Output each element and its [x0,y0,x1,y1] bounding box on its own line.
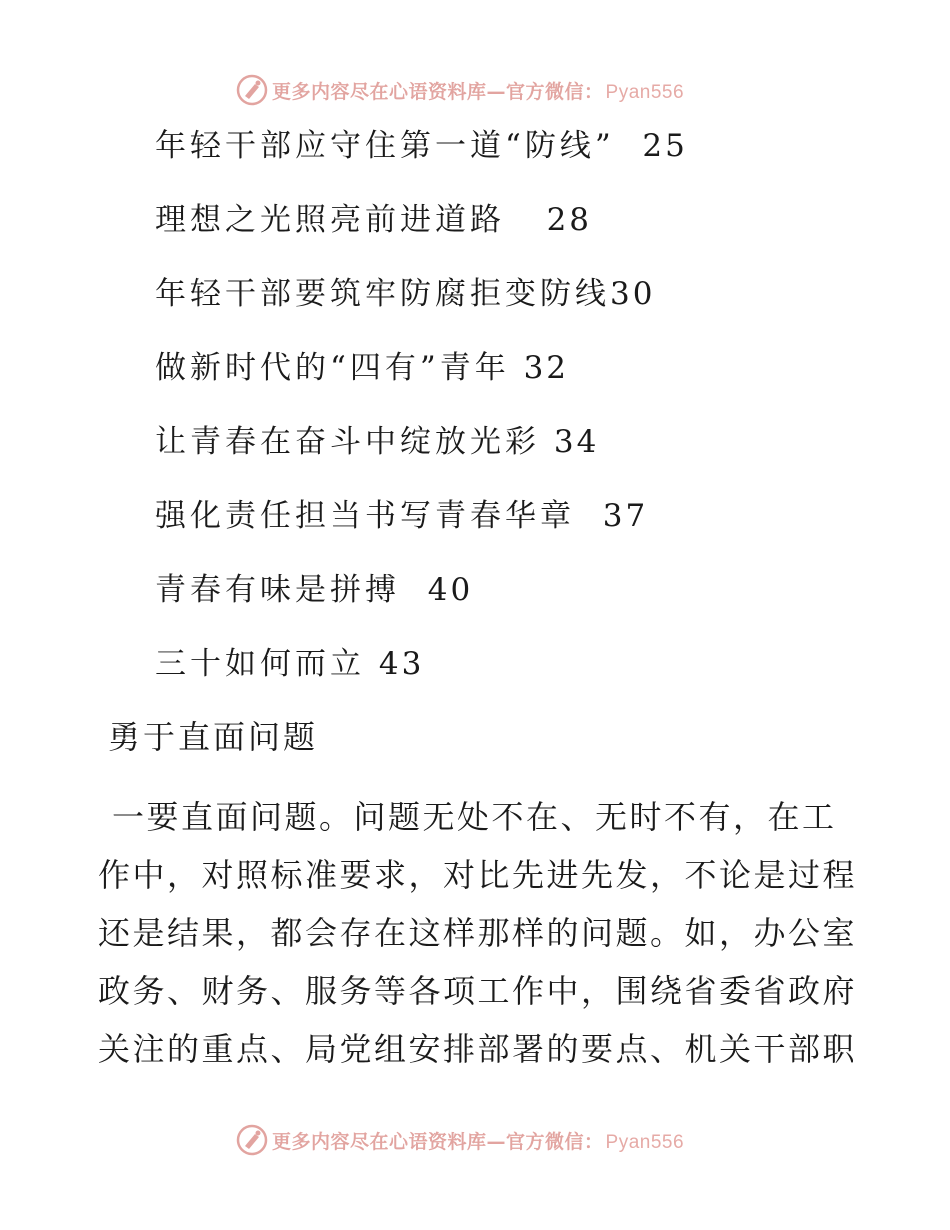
toc-item-title: 年轻干部应守住第一道“防线” [155,128,615,164]
toc-item-page: 34 [553,424,600,460]
toc-item-page: 30 [610,276,656,312]
toc-item-page: 43 [378,646,425,682]
toc-item-gap [615,128,643,164]
toc-item [155,567,688,641]
watermark-text [272,1127,684,1154]
toc-item-gap [540,424,554,460]
toc-item-gap [510,350,524,386]
watermark-footer [236,1123,684,1157]
watermark-header [236,73,684,107]
toc-item-gap [400,572,428,608]
toc-item-gap [505,202,547,238]
watermark-account: Pyan556 [605,1131,685,1153]
toc-item-title: 强化责任担当书写青春华章 [155,498,575,534]
toc-item [155,493,688,567]
toc-item-page: 28 [546,202,593,238]
toc-item-title: 做新时代的“四有”青年 [155,350,510,386]
toc-item-gap [365,646,379,682]
body-paragraph: 一要直面问题。问题无处不在、无时不有，在工作中，对照标准要求，对比先进先发，不论是过程还是结果，都会存在这样那样的问题。如，办公室政务、财务、服务等各项工作中，围绕省委省政府关注的重点、局党组安排部署的要点、机关干部职 [98,798,858,1068]
toc-item-title: 让青春在奋斗中绽放光彩 [155,424,540,460]
toc-item [155,345,688,419]
watermark-label: 更多内容尽在心语资料库—官方微信： [272,80,604,103]
toc-item-page: 37 [602,498,649,534]
toc-item-page: 25 [642,128,688,164]
toc-item-title: 理想之光照亮前进道路 [155,202,505,238]
table-of-contents [155,123,688,715]
toc-item-gap [575,498,603,534]
toc-item-page: 32 [523,350,570,386]
toc-item-page: 40 [427,572,474,608]
toc-item-title: 年轻干部要筑牢防腐拒变防线 [155,276,610,312]
toc-item [155,271,688,345]
section-heading: 勇于直面问题 [108,718,319,756]
toc-item [155,197,688,271]
watermark-label: 更多内容尽在心语资料库—官方微信： [272,1130,604,1153]
toc-item-title: 三十如何而立 [155,646,365,682]
toc-item [155,123,688,197]
watermark-logo-icon [236,74,268,106]
watermark-account: Pyan556 [605,81,685,103]
watermark-logo-icon [236,1124,268,1156]
toc-item [155,641,688,715]
toc-item-title: 青春有味是拼搏 [155,572,400,608]
watermark-text [272,77,684,104]
toc-item [155,419,688,493]
